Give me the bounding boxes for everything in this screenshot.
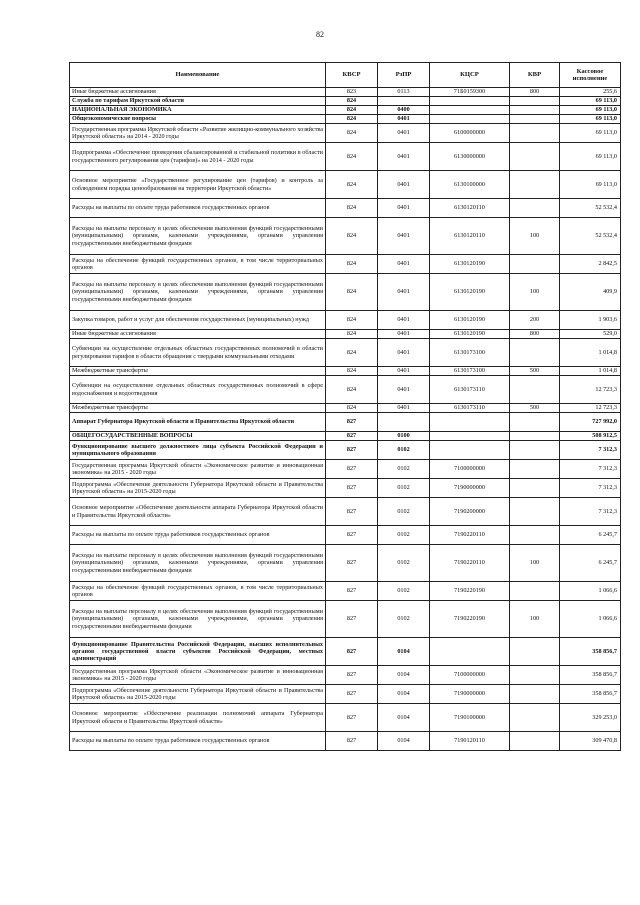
column-header-name: Наименование (70, 63, 326, 88)
row-amount-cell: 727 992,0 (560, 413, 621, 432)
row-kcsr-cell: 7100000000 (430, 666, 510, 685)
row-rzpr-cell: 0113 (378, 88, 430, 97)
row-amount-cell: 309 470,8 (560, 732, 621, 751)
table-row (70, 638, 621, 666)
row-kcsr-cell: 7190220190 (430, 601, 510, 638)
row-kcsr-cell (430, 106, 510, 115)
row-rzpr-cell: 0104 (378, 666, 430, 685)
row-amount-cell: 7 312,3 (560, 498, 621, 526)
row-amount-cell: 508 912,5 (560, 432, 621, 441)
row-amount-cell: 69 113,0 (560, 143, 621, 171)
row-name-cell: Расходы на выплаты по оплате труда работников государственных органов (70, 732, 326, 751)
table-row (70, 171, 621, 199)
row-kvr-cell (510, 171, 560, 199)
table-row (70, 115, 621, 124)
row-kvr-cell (510, 460, 560, 479)
table-row (70, 106, 621, 115)
row-kcsr-cell: 7190000000 (430, 479, 510, 498)
row-kvsr-cell: 824 (326, 274, 378, 311)
row-kcsr-cell (430, 638, 510, 666)
row-kvr-cell (510, 97, 560, 106)
row-kvr-cell: 800 (510, 88, 560, 97)
row-amount-cell: 7 312,3 (560, 460, 621, 479)
table-row (70, 666, 621, 685)
column-header-amount: Кассовое исполнение (560, 63, 621, 88)
row-kvr-cell (510, 441, 560, 460)
row-rzpr-cell: 0104 (378, 638, 430, 666)
row-kvr-cell: 500 (510, 404, 560, 413)
row-kvr-cell (510, 339, 560, 367)
row-kvr-cell (510, 143, 560, 171)
row-kcsr-cell: 6130120190 (430, 330, 510, 339)
row-amount-cell: 7 312,3 (560, 441, 621, 460)
row-kvsr-cell: 824 (326, 218, 378, 255)
table-row (70, 545, 621, 582)
row-rzpr-cell: 0102 (378, 498, 430, 526)
row-rzpr-cell: 0102 (378, 460, 430, 479)
row-name-cell: Подпрограмма «Обеспечение деятельности Губернатора Иркутской области и Правительства Иркутской области» на 2015-2020 годы (70, 685, 326, 704)
row-name-cell: Расходы на выплаты персоналу в целях обеспечения выполнения функций государственными (муниципальными) органами, казенными учреждениями, органами управления государственными внебюджетными фондами (70, 601, 326, 638)
row-rzpr-cell (378, 413, 430, 432)
row-name-cell: Расходы на выплаты по оплате труда работников государственных органов (70, 199, 326, 218)
row-kcsr-cell (430, 97, 510, 106)
row-rzpr-cell: 0401 (378, 143, 430, 171)
row-kcsr-cell (430, 115, 510, 124)
row-kvr-cell (510, 199, 560, 218)
row-kvsr-cell: 824 (326, 199, 378, 218)
row-kvr-cell (510, 526, 560, 545)
row-rzpr-cell: 0400 (378, 106, 430, 115)
table-row (70, 311, 621, 330)
table-header-row (70, 63, 621, 88)
row-kvsr-cell: 827 (326, 460, 378, 479)
row-rzpr-cell: 0401 (378, 124, 430, 143)
row-name-cell: Функционирование Правительства Российской Федерации, высших исполнительных органов государственной власти субъектов Российской Федерации, местных администраций (70, 638, 326, 666)
row-kvsr-cell: 827 (326, 732, 378, 751)
row-name-cell: Иные бюджетные ассигнования (70, 88, 326, 97)
row-rzpr-cell: 0401 (378, 274, 430, 311)
row-amount-cell: 409,9 (560, 274, 621, 311)
row-rzpr-cell: 0104 (378, 732, 430, 751)
table-row (70, 460, 621, 479)
table-row (70, 218, 621, 255)
row-rzpr-cell: 0401 (378, 115, 430, 124)
row-name-cell: Основное мероприятие «Обеспечение реализации полномочий аппарата Губернатора Иркутской области и Правительства Иркутской области» (70, 704, 326, 732)
row-kcsr-cell: 71Б0159300 (430, 88, 510, 97)
row-kcsr-cell: 7100000000 (430, 460, 510, 479)
row-kvr-cell: 100 (510, 218, 560, 255)
row-kvr-cell (510, 432, 560, 441)
table-row (70, 199, 621, 218)
row-kvr-cell (510, 413, 560, 432)
row-kvr-cell: 100 (510, 601, 560, 638)
table-row (70, 404, 621, 413)
table-row (70, 441, 621, 460)
row-kvsr-cell: 827 (326, 638, 378, 666)
row-kvsr-cell: 824 (326, 143, 378, 171)
row-rzpr-cell: 0401 (378, 330, 430, 339)
row-kcsr-cell: 7190100000 (430, 704, 510, 732)
row-rzpr-cell: 0102 (378, 526, 430, 545)
row-name-cell: НАЦИОНАЛЬНАЯ ЭКОНОМИКА (70, 106, 326, 115)
row-amount-cell: 1 014,8 (560, 367, 621, 376)
row-amount-cell: 69 113,0 (560, 171, 621, 199)
row-rzpr-cell (378, 97, 430, 106)
row-amount-cell: 1 903,6 (560, 311, 621, 330)
row-kcsr-cell: 6130173110 (430, 376, 510, 404)
row-kcsr-cell (430, 441, 510, 460)
row-amount-cell: 358 856,7 (560, 666, 621, 685)
row-rzpr-cell: 0401 (378, 367, 430, 376)
row-kvsr-cell: 824 (326, 106, 378, 115)
row-amount-cell: 1 066,6 (560, 582, 621, 601)
row-kvr-cell: 100 (510, 274, 560, 311)
row-name-cell: Государственная программа Иркутской области «Экономическое развитие и инновационная экономика» на 2015 - 2020 годы (70, 460, 326, 479)
row-name-cell: Основное мероприятие «Государственное регулирование цен (тарифов) и контроль за соблюдением порядка ценообразования на территории Иркутской области» (70, 171, 326, 199)
row-kcsr-cell: 6130100000 (430, 171, 510, 199)
row-amount-cell: 255,6 (560, 88, 621, 97)
row-name-cell: Общеэкономические вопросы (70, 115, 326, 124)
row-rzpr-cell: 0401 (378, 376, 430, 404)
row-kvsr-cell: 827 (326, 498, 378, 526)
column-header-kvr: КВР (510, 63, 560, 88)
row-name-cell: Расходы на обеспечение функций государственных органов, в том числе территориальных органов (70, 582, 326, 601)
row-kcsr-cell: 6130120190 (430, 255, 510, 274)
row-amount-cell: 12 723,3 (560, 376, 621, 404)
table-row (70, 274, 621, 311)
row-kvr-cell: 500 (510, 367, 560, 376)
row-rzpr-cell: 0104 (378, 704, 430, 732)
row-name-cell: ОБЩЕГОСУДАРСТВЕННЫЕ ВОПРОСЫ (70, 432, 326, 441)
row-amount-cell: 69 113,0 (560, 106, 621, 115)
row-name-cell: Расходы на обеспечение функций государственных органов, в том числе территориальных органов (70, 255, 326, 274)
row-kvr-cell (510, 498, 560, 526)
row-rzpr-cell: 0104 (378, 685, 430, 704)
row-kvsr-cell: 827 (326, 432, 378, 441)
row-kvr-cell: 200 (510, 311, 560, 330)
row-name-cell: Расходы на выплаты персоналу в целях обеспечения выполнения функций государственными (муниципальными) органами, казенными учреждениями, органами управления государственными внебюджетными фондами (70, 545, 326, 582)
table-row (70, 479, 621, 498)
row-kvr-cell (510, 582, 560, 601)
row-kvsr-cell: 824 (326, 97, 378, 106)
row-rzpr-cell: 0401 (378, 171, 430, 199)
row-rzpr-cell: 0401 (378, 404, 430, 413)
row-name-cell: Аппарат Губернатора Иркутской области и Правительства Иркутской области (70, 413, 326, 432)
row-name-cell: Основное мероприятие «Обеспечение деятельности аппарата Губернатора Иркутской области и Правительства Иркутской области» (70, 498, 326, 526)
table-row (70, 685, 621, 704)
row-kvsr-cell: 824 (326, 376, 378, 404)
row-name-cell: Государственная программа Иркутской области «Развитие жилищно-коммунального хозяйства Иркутской области» на 2014 - 2020 годы (70, 124, 326, 143)
row-kcsr-cell (430, 413, 510, 432)
row-amount-cell: 6 245,7 (560, 526, 621, 545)
row-kvsr-cell: 824 (326, 339, 378, 367)
row-kvsr-cell: 824 (326, 115, 378, 124)
row-kvsr-cell: 827 (326, 582, 378, 601)
row-kcsr-cell: 7190220190 (430, 582, 510, 601)
row-kcsr-cell: 6100000000 (430, 124, 510, 143)
row-name-cell: Субвенции на осуществление отдельных областных государственных полномочий в сфере водоснабжения и водоотведения (70, 376, 326, 404)
row-name-cell: Подпрограмма «Обеспечение проведения сбалансированной и стабильной политики в области государственного регулирования цен (тарифов)» на 2014 - 2020 годы (70, 143, 326, 171)
row-kvr-cell (510, 255, 560, 274)
row-rzpr-cell: 0401 (378, 199, 430, 218)
row-kvsr-cell: 827 (326, 441, 378, 460)
row-kvsr-cell: 827 (326, 704, 378, 732)
row-kvsr-cell: 827 (326, 413, 378, 432)
row-amount-cell: 329 253,0 (560, 704, 621, 732)
row-kvr-cell (510, 479, 560, 498)
row-kcsr-cell: 7190000000 (430, 685, 510, 704)
row-rzpr-cell: 0102 (378, 601, 430, 638)
row-name-cell: Служба по тарифам Иркутской области (70, 97, 326, 106)
table-row (70, 432, 621, 441)
column-header-rzpr: РзПР (378, 63, 430, 88)
row-rzpr-cell: 0401 (378, 311, 430, 330)
row-kvsr-cell: 827 (326, 685, 378, 704)
table-row (70, 124, 621, 143)
row-kvsr-cell: 824 (326, 255, 378, 274)
row-rzpr-cell: 0100 (378, 432, 430, 441)
row-kcsr-cell: 7190200000 (430, 498, 510, 526)
page-number: 82 (316, 30, 324, 39)
row-name-cell: Государственная программа Иркутской области «Экономическое развитие и инновационная экономика» на 2015 - 2020 годы (70, 666, 326, 685)
row-kvr-cell (510, 115, 560, 124)
row-amount-cell: 1 066,6 (560, 601, 621, 638)
row-name-cell: Функционирование высшего должностного лица субъекта Российской Федерации и муниципального образования (70, 441, 326, 460)
row-kcsr-cell: 7190120110 (430, 732, 510, 751)
row-name-cell: Межбюджетные трансферты (70, 404, 326, 413)
row-name-cell: Межбюджетные трансферты (70, 367, 326, 376)
row-rzpr-cell: 0102 (378, 545, 430, 582)
row-kvr-cell (510, 732, 560, 751)
row-kvsr-cell: 823 (326, 88, 378, 97)
table-body (70, 88, 621, 751)
row-kcsr-cell (430, 432, 510, 441)
row-name-cell: Расходы на выплаты персоналу в целях обеспечения выполнения функций государственными (муниципальными) органами, казенными учреждениями, органами управления государственными внебюджетными фондами (70, 218, 326, 255)
row-kcsr-cell: 6130120110 (430, 199, 510, 218)
table-row (70, 498, 621, 526)
row-amount-cell: 2 842,5 (560, 255, 621, 274)
row-kvr-cell (510, 124, 560, 143)
row-kvsr-cell: 827 (326, 526, 378, 545)
row-kvsr-cell: 824 (326, 124, 378, 143)
table-row (70, 255, 621, 274)
table-row (70, 601, 621, 638)
column-header-kcsr: КЦСР (430, 63, 510, 88)
row-kvsr-cell: 824 (326, 404, 378, 413)
row-amount-cell: 7 312,3 (560, 479, 621, 498)
row-rzpr-cell: 0102 (378, 441, 430, 460)
row-kcsr-cell: 6130000000 (430, 143, 510, 171)
row-kvsr-cell: 824 (326, 311, 378, 330)
row-kcsr-cell: 6130173110 (430, 404, 510, 413)
row-amount-cell: 12 723,3 (560, 404, 621, 413)
row-rzpr-cell: 0401 (378, 339, 430, 367)
row-amount-cell: 358 856,7 (560, 638, 621, 666)
table-row (70, 704, 621, 732)
row-name-cell: Закупка товаров, работ и услуг для обеспечения государственных (муниципальных) нужд (70, 311, 326, 330)
row-kvr-cell: 800 (510, 330, 560, 339)
row-kvsr-cell: 824 (326, 330, 378, 339)
row-kvsr-cell: 824 (326, 171, 378, 199)
row-kvr-cell (510, 638, 560, 666)
row-name-cell: Субвенции на осуществление отдельных областных государственных полномочий в области регулирования тарифов в области обращения с твердыми коммунальными отходами (70, 339, 326, 367)
row-kcsr-cell: 6130120110 (430, 218, 510, 255)
table-row (70, 376, 621, 404)
row-name-cell: Подпрограмма «Обеспечение деятельности Губернатора Иркутской области и Правительства Иркутской области» на 2015-2020 годы (70, 479, 326, 498)
row-kvr-cell: 100 (510, 545, 560, 582)
row-kvr-cell (510, 685, 560, 704)
row-amount-cell: 529,0 (560, 330, 621, 339)
table-row (70, 143, 621, 171)
row-kvsr-cell: 824 (326, 367, 378, 376)
row-kvr-cell (510, 704, 560, 732)
row-amount-cell: 52 532,4 (560, 218, 621, 255)
table-row (70, 339, 621, 367)
row-kcsr-cell: 6130120190 (430, 311, 510, 330)
row-kvr-cell (510, 376, 560, 404)
row-kcsr-cell: 6130173100 (430, 367, 510, 376)
row-name-cell: Иные бюджетные ассигнования (70, 330, 326, 339)
budget-execution-table (69, 62, 621, 751)
row-kvsr-cell: 827 (326, 666, 378, 685)
row-amount-cell: 358 856,7 (560, 685, 621, 704)
row-amount-cell: 69 113,0 (560, 124, 621, 143)
row-kcsr-cell: 6130120190 (430, 274, 510, 311)
row-rzpr-cell: 0102 (378, 479, 430, 498)
row-kvsr-cell: 827 (326, 545, 378, 582)
row-rzpr-cell: 0102 (378, 582, 430, 601)
table-row (70, 526, 621, 545)
row-kvsr-cell: 827 (326, 479, 378, 498)
column-header-kvsr: КВСР (326, 63, 378, 88)
table-row (70, 367, 621, 376)
row-amount-cell: 52 532,4 (560, 199, 621, 218)
table-row (70, 88, 621, 97)
row-amount-cell: 69 113,0 (560, 97, 621, 106)
row-kvr-cell (510, 666, 560, 685)
row-rzpr-cell: 0401 (378, 218, 430, 255)
row-kvsr-cell: 827 (326, 601, 378, 638)
row-kcsr-cell: 7190220110 (430, 526, 510, 545)
row-name-cell: Расходы на выплаты по оплате труда работников государственных органов (70, 526, 326, 545)
row-kcsr-cell: 6130173100 (430, 339, 510, 367)
row-kvr-cell (510, 106, 560, 115)
row-rzpr-cell: 0401 (378, 255, 430, 274)
table-row (70, 97, 621, 106)
row-amount-cell: 6 245,7 (560, 545, 621, 582)
table-row (70, 413, 621, 432)
table-row (70, 330, 621, 339)
row-amount-cell: 69 113,0 (560, 115, 621, 124)
table-row (70, 732, 621, 751)
table-row (70, 582, 621, 601)
row-amount-cell: 1 014,8 (560, 339, 621, 367)
row-name-cell: Расходы на выплаты персоналу в целях обеспечения выполнения функций государственными (муниципальными) органами, казенными учреждениями, органами управления государственными внебюджетными фондами (70, 274, 326, 311)
row-kcsr-cell: 7190220110 (430, 545, 510, 582)
